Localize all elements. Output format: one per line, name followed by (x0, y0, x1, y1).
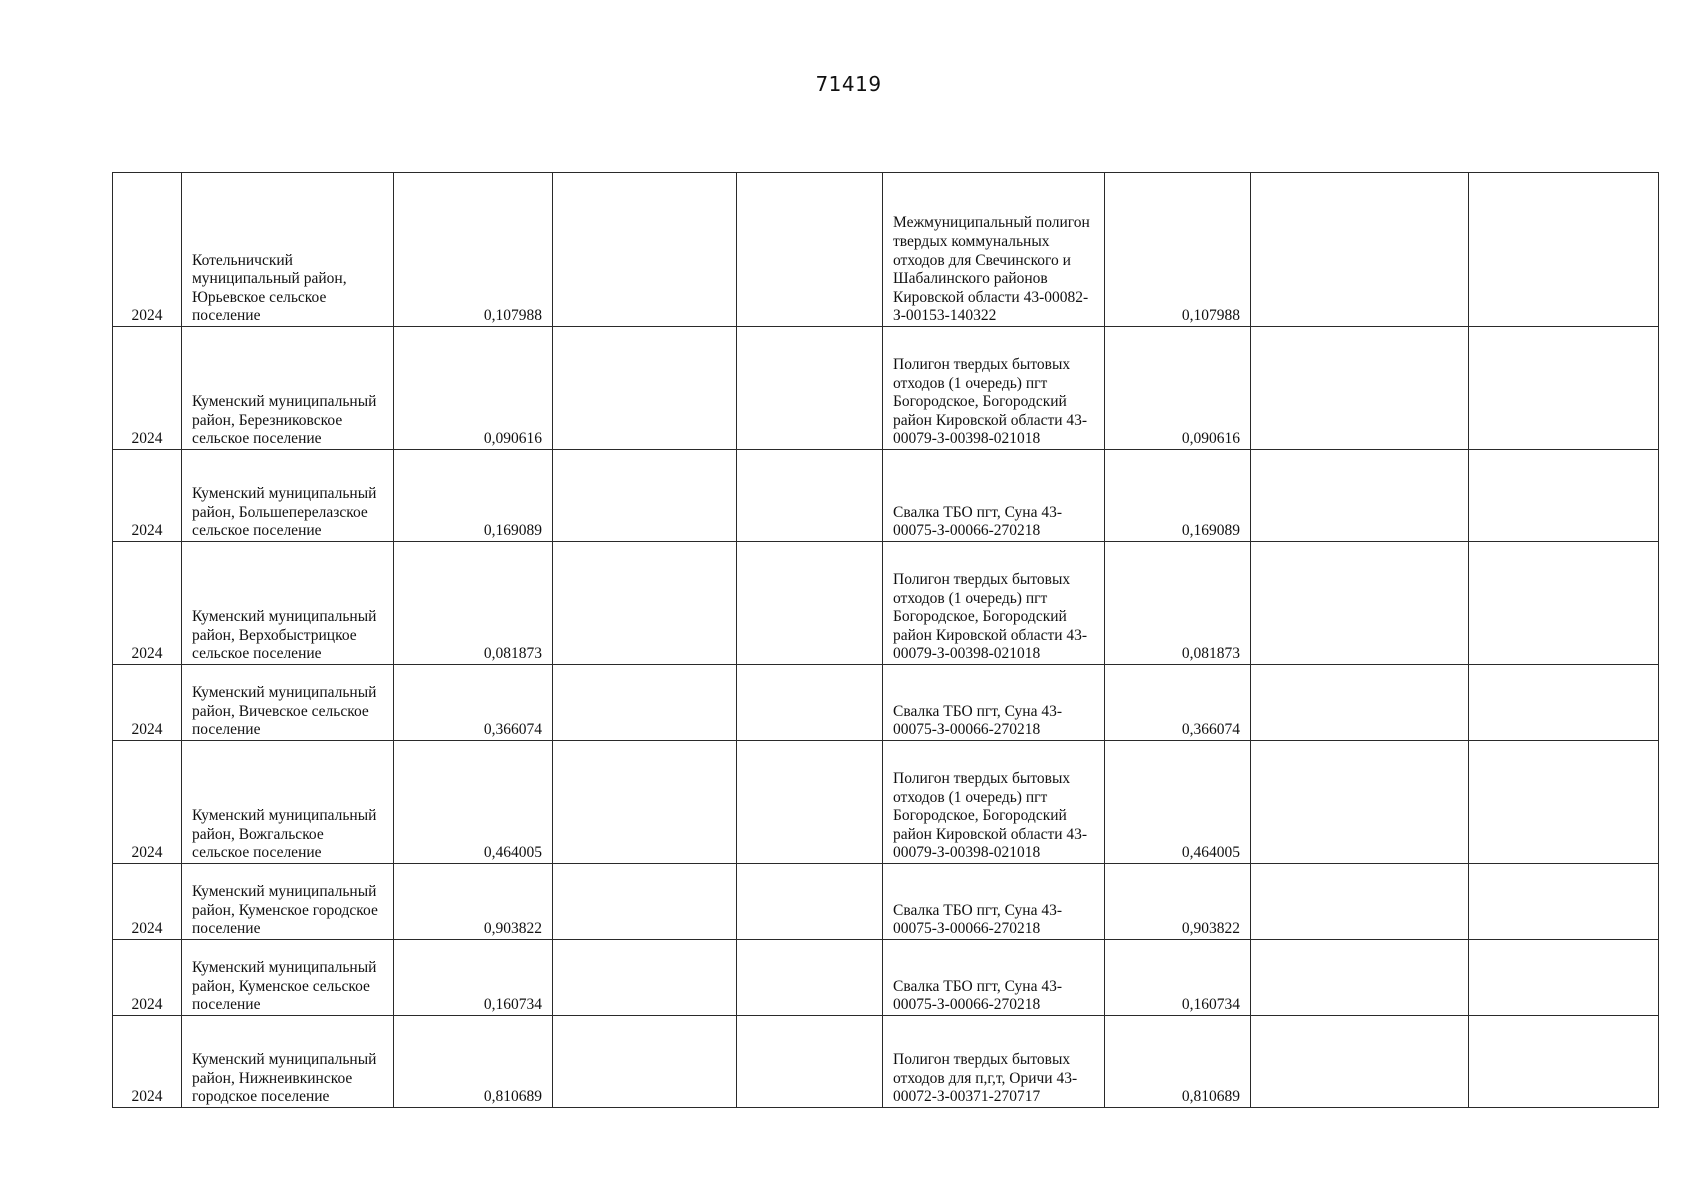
empty-cell (553, 741, 737, 864)
municipality-cell: Куменский муниципальный район, Нижнеивкинское городское поселение (182, 1016, 394, 1108)
municipality-cell: Куменский муниципальный район, Куменское городское поселение (182, 864, 394, 940)
site-volume-cell: 0,169089 (1105, 450, 1251, 542)
municipality-cell: Куменский муниципальный район, Вожгальское сельское поселение (182, 741, 394, 864)
empty-cell (737, 1016, 883, 1108)
volume-cell: 0,464005 (394, 741, 553, 864)
disposal-site-cell: Межмуниципальный полигон твердых коммунальных отходов для Свечинского и Шабалинского районов Кировской области 43-00082-З-00153-140322 (883, 173, 1105, 327)
year-cell: 2024 (113, 173, 182, 327)
table-row (113, 542, 1659, 665)
empty-cell (737, 741, 883, 864)
year-cell: 2024 (113, 940, 182, 1016)
empty-cell (1469, 864, 1659, 940)
empty-cell (553, 542, 737, 665)
page-number: 71419 (815, 72, 882, 96)
municipality-cell: Куменский муниципальный район, Большеперелазское сельское поселение (182, 450, 394, 542)
empty-cell (1469, 173, 1659, 327)
disposal-site-cell: Полигон твердых бытовых отходов (1 очередь) пгт Богородское, Богородский район Кировской области 43-00079-З-00398-021018 (883, 741, 1105, 864)
site-volume-cell: 0,107988 (1105, 173, 1251, 327)
empty-cell (1251, 327, 1469, 450)
year-cell: 2024 (113, 542, 182, 665)
empty-cell (737, 864, 883, 940)
year-cell: 2024 (113, 665, 182, 741)
volume-cell: 0,107988 (394, 173, 553, 327)
table-row (113, 940, 1659, 1016)
empty-cell (553, 173, 737, 327)
empty-cell (1251, 542, 1469, 665)
empty-cell (737, 327, 883, 450)
table-row (113, 327, 1659, 450)
site-volume-cell: 0,081873 (1105, 542, 1251, 665)
empty-cell (737, 450, 883, 542)
year-cell: 2024 (113, 1016, 182, 1108)
empty-cell (1251, 864, 1469, 940)
empty-cell (553, 665, 737, 741)
disposal-site-cell: Свалка ТБО пгт, Суна 43-00075-З-00066-270218 (883, 665, 1105, 741)
site-volume-cell: 0,464005 (1105, 741, 1251, 864)
volume-cell: 0,081873 (394, 542, 553, 665)
table-row (113, 741, 1659, 864)
empty-cell (1251, 741, 1469, 864)
volume-cell: 0,903822 (394, 864, 553, 940)
site-volume-cell: 0,160734 (1105, 940, 1251, 1016)
waste-allocation-table (112, 172, 1659, 1108)
empty-cell (553, 327, 737, 450)
volume-cell: 0,366074 (394, 665, 553, 741)
empty-cell (1469, 542, 1659, 665)
empty-cell (1469, 327, 1659, 450)
municipality-cell: Куменский муниципальный район, Куменское сельское поселение (182, 940, 394, 1016)
empty-cell (553, 864, 737, 940)
disposal-site-cell: Полигон твердых бытовых отходов для п,г,т, Оричи 43-00072-З-00371-270717 (883, 1016, 1105, 1108)
site-volume-cell: 0,366074 (1105, 665, 1251, 741)
empty-cell (1469, 450, 1659, 542)
empty-cell (737, 542, 883, 665)
empty-cell (737, 665, 883, 741)
empty-cell (737, 173, 883, 327)
disposal-site-cell: Свалка ТБО пгт, Суна 43-00075-З-00066-270218 (883, 940, 1105, 1016)
empty-cell (737, 940, 883, 1016)
table-row (113, 864, 1659, 940)
volume-cell: 0,160734 (394, 940, 553, 1016)
municipality-cell: Куменский муниципальный район, Березниковское сельское поселение (182, 327, 394, 450)
empty-cell (1469, 1016, 1659, 1108)
disposal-site-cell: Свалка ТБО пгт, Суна 43-00075-З-00066-270218 (883, 450, 1105, 542)
year-cell: 2024 (113, 327, 182, 450)
volume-cell: 0,169089 (394, 450, 553, 542)
empty-cell (1251, 450, 1469, 542)
site-volume-cell: 0,903822 (1105, 864, 1251, 940)
empty-cell (1251, 173, 1469, 327)
table-row (113, 1016, 1659, 1108)
empty-cell (1251, 1016, 1469, 1108)
year-cell: 2024 (113, 450, 182, 542)
empty-cell (1469, 741, 1659, 864)
municipality-cell: Котельничский муниципальный район, Юрьевское сельское поселение (182, 173, 394, 327)
volume-cell: 0,810689 (394, 1016, 553, 1108)
empty-cell (1469, 665, 1659, 741)
municipality-cell: Куменский муниципальный район, Вичевское сельское поселение (182, 665, 394, 741)
empty-cell (553, 1016, 737, 1108)
disposal-site-cell: Полигон твердых бытовых отходов (1 очередь) пгт Богородское, Богородский район Кировской области 43-00079-З-00398-021018 (883, 542, 1105, 665)
empty-cell (1251, 665, 1469, 741)
table-row (113, 173, 1659, 327)
empty-cell (553, 450, 737, 542)
empty-cell (553, 940, 737, 1016)
empty-cell (1469, 940, 1659, 1016)
disposal-site-cell: Свалка ТБО пгт, Суна 43-00075-З-00066-270218 (883, 864, 1105, 940)
table-row (113, 450, 1659, 542)
volume-cell: 0,090616 (394, 327, 553, 450)
table-row (113, 665, 1659, 741)
year-cell: 2024 (113, 864, 182, 940)
site-volume-cell: 0,810689 (1105, 1016, 1251, 1108)
empty-cell (1251, 940, 1469, 1016)
year-cell: 2024 (113, 741, 182, 864)
municipality-cell: Куменский муниципальный район, Верхобыстрицкое сельское поселение (182, 542, 394, 665)
site-volume-cell: 0,090616 (1105, 327, 1251, 450)
disposal-site-cell: Полигон твердых бытовых отходов (1 очередь) пгт Богородское, Богородский район Кировской области 43-00079-З-00398-021018 (883, 327, 1105, 450)
